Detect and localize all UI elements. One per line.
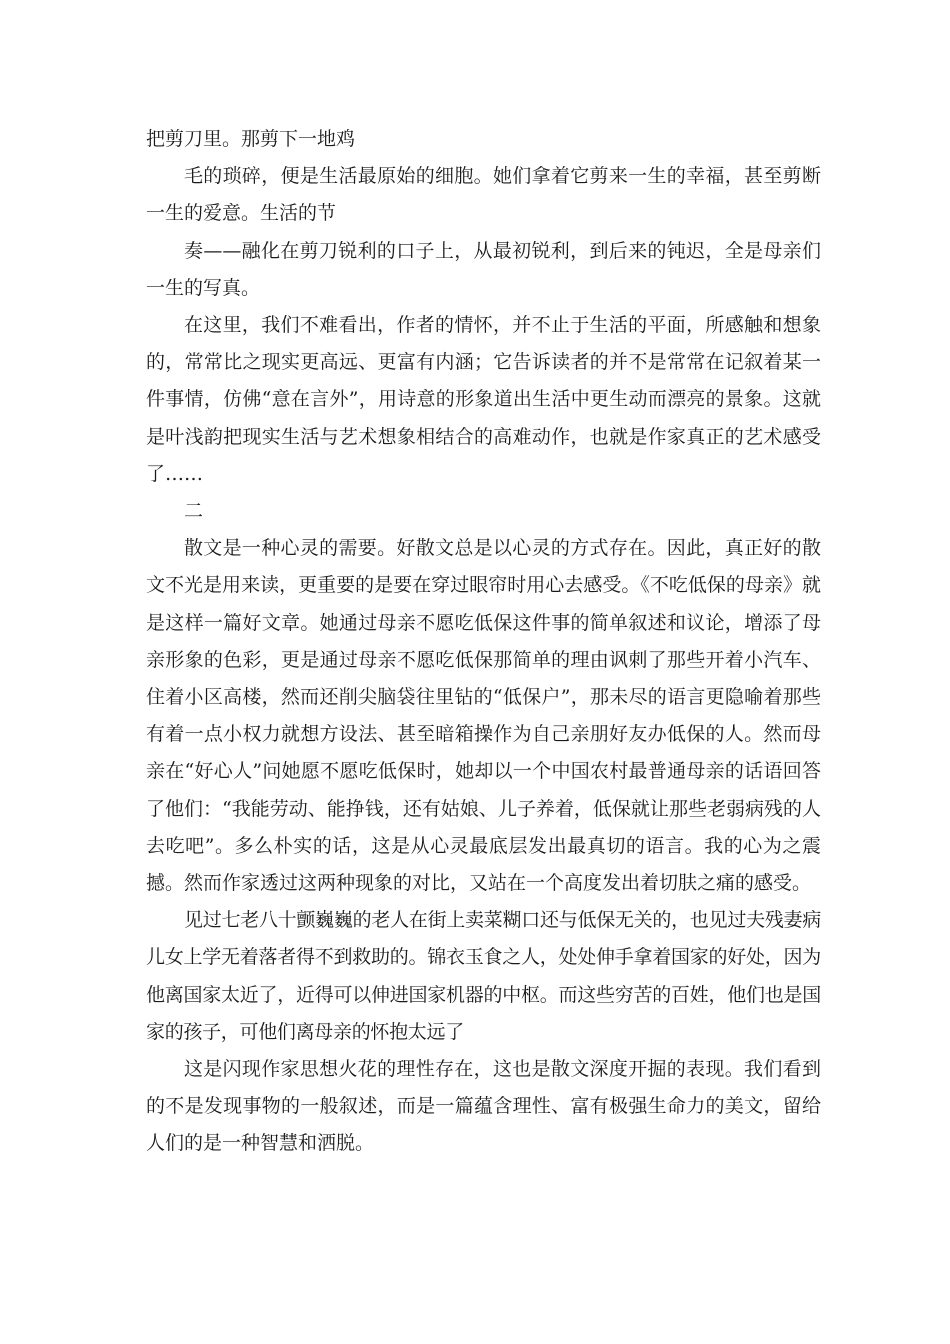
- paragraph-3: 奏——融化在剪刀锐利的口子上，从最初锐利，到后来的钝迟，全是母亲们一生的写真。: [146, 239, 821, 299]
- body-text: [146, 121, 821, 1163]
- paragraph-6: 见过七老八十颤巍巍的老人在街上卖菜糊口还与低保无关的，也见过夫残妻病儿女上学无着落者得不到救助的。锦衣玉食之人，处处伸手拿着国家的好处，因为他离国家太近了，近得可以伸进国家机器的中枢。而这些穷苦的百姓，他们也是国家的孩子，可他们离母亲的怀抱太远了: [146, 909, 821, 1043]
- paragraph-1: 把剪刀里。那剪下一地鸡: [146, 128, 356, 150]
- paragraph-5: 散文是一种心灵的需要。好散文总是以心灵的方式存在。因此，真正好的散文不光是用来读，更重要的是要在穿过眼帘时用心去感受。《不吃低保的母亲》就是这样一篇好文章。她通过母亲不愿吃低保这件事的简单叙述和议论，增添了母亲形象的色彩，更是通过母亲不愿吃低保那简单的理由讽刺了那些开着小汽车、住着小区高楼，然而还削尖脑袋往里钻的“低保户”，那未尽的语言更隐喻着那些有着一点小权力就想方设法、甚至暗箱操作为自己亲朋好友办低保的人。然而母亲在“好心人”问她愿不愿吃低保时，她却以一个中国农村最普通母亲的话语回答了他们：“我能劳动、能挣钱，还有姑娘、儿子养着，低保就让那些老弱病残的人去吃吧”。多么朴实的话，这是从心灵最底层发出最真切的语言。我的心为之震撼。然而作家透过这两种现象的对比，又站在一个高度发出着切肤之痛的感受。: [146, 537, 821, 895]
- paragraph-2: 毛的琐碎，便是生活最原始的细胞。她们拿着它剪来一生的幸福，甚至剪断一生的爱意。生活的节: [146, 165, 821, 225]
- paragraph-4: 在这里，我们不难看出，作者的情怀，并不止于生活的平面，所感触和想象的，常常比之现实更高远、更富有内涵；它告诉读者的并不是常常在记叙着某一件事情，仿佛“意在言外”，用诗意的形象道出生活中更生动而漂亮的景象。这就是叶浅韵把现实生活与艺术想象相结合的高难动作，也就是作家真正的艺术感受了……: [146, 314, 821, 485]
- paragraph-7: 这是闪现作家思想火花的理性存在，这也是散文深度开掘的表现。我们看到的不是发现事物的一般叙述，而是一篇蕴含理性、富有极强生命力的美文，留给人们的是一种智慧和洒脱。: [146, 1058, 821, 1155]
- section-heading-two: 二: [184, 500, 204, 523]
